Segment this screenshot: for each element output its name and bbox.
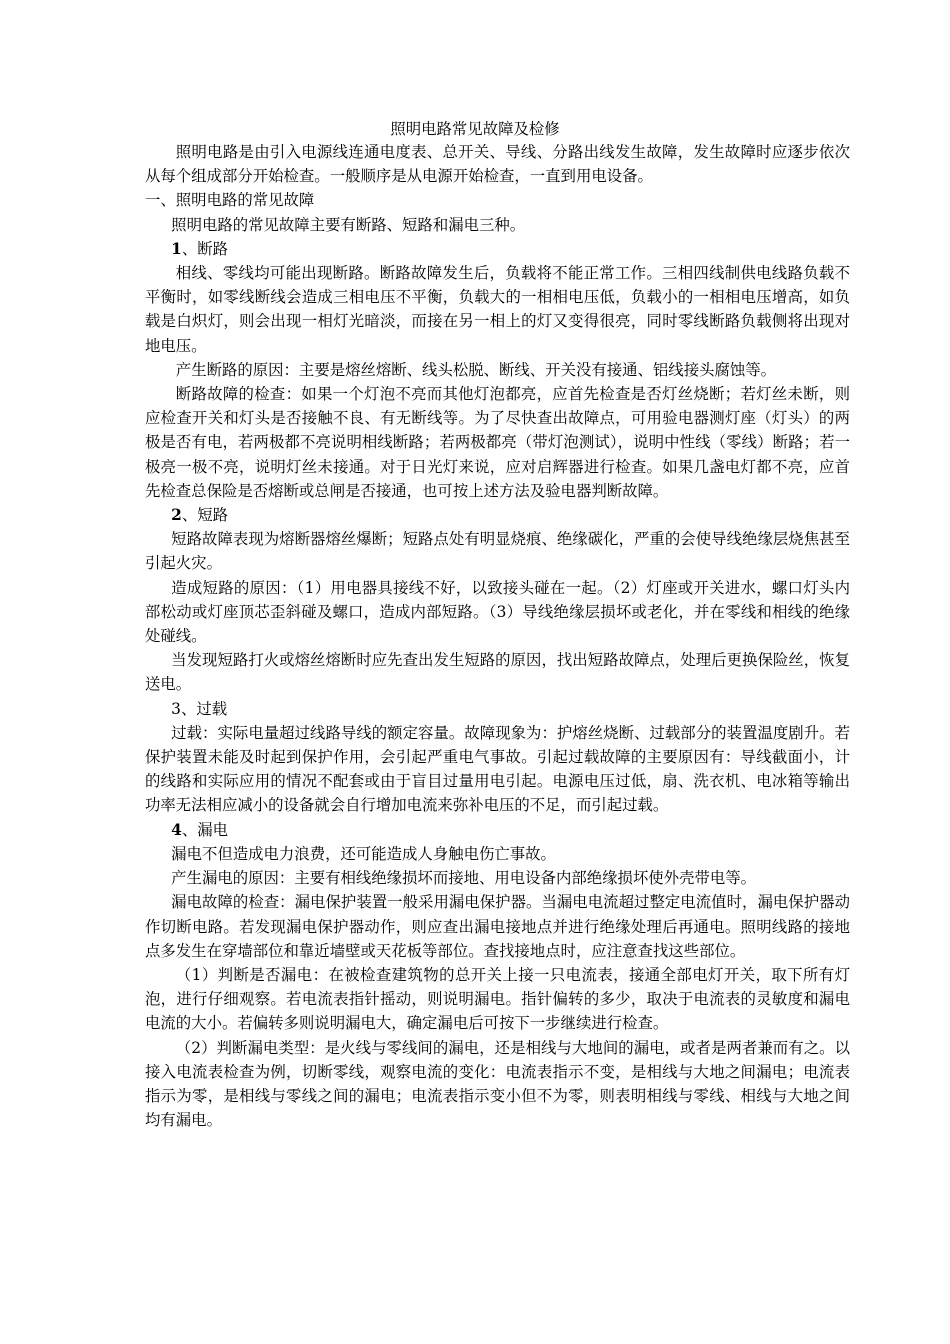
document-body	[145, 140, 850, 1132]
subheading-leakage	[145, 818, 850, 842]
subheading-label: 、短路	[181, 506, 229, 525]
leakage-paragraph-1: 漏电不但造成电力浪费，还可能造成人身触电伤亡事故。	[171, 844, 556, 863]
subheading-number: 4	[171, 820, 182, 839]
subheading-label: 、漏电	[181, 820, 229, 839]
subheading-open-circuit	[145, 237, 850, 261]
open-circuit-causes: 产生断路的原因：主要是熔丝熔断、线头松脱、断线、开关没有接通、铝线接头腐蚀等。	[175, 360, 777, 379]
intro-paragraph: 照明电路是由引入电源线连通电度表、总开关、导线、分路出线发生故障，发生故障时应逐步依次从每个组成部分开始检查。一般顺序是从电源开始检查，一直到用电设备。	[145, 143, 850, 186]
open-circuit-inspection: 断路故障的检查：如果一个灯泡不亮而其他灯泡都亮，应首先检查是否灯丝烧断；若灯丝未断，则应检查开关和灯头是否接触不良、有无断线等。为了尽快查出故障点，可用验电器测灯座（灯头）的两极是否有电，若两极都不亮说明相线断路；若两极都亮（带灯泡测试），说明中性线（零线）断路；若一极亮一极不亮，说明灯丝未接通。对于日光灯来说，应对启辉器进行检查。如果几盏电灯都不亮，应首先检查总保险是否熔断或总闸是否接通，也可按上述方法及验电器判断故障。	[145, 385, 850, 500]
document-title: 照明电路常见故障及检修	[390, 120, 560, 138]
section-summary: 照明电路的常见故障主要有断路、短路和漏电三种。	[171, 215, 526, 234]
leakage-causes: 产生漏电的原因：主要有相线绝缘损坏而接地、用电设备内部绝缘损坏使外壳带电等。	[171, 869, 757, 888]
short-circuit-paragraph-1: 短路故障表现为熔断器熔丝爆断；短路点处有明显烧痕、绝缘碳化，严重的会使导线绝缘层烧焦甚至引起火灾。	[145, 530, 850, 573]
subheading-overload: 3、过载	[171, 699, 228, 718]
leakage-inspection: 漏电故障的检查：漏电保护装置一般采用漏电保护器。当漏电电流超过整定电流值时，漏电保护器动作切断电路。若发现漏电保护器动作，则应查出漏电接地点并进行绝缘处理后再通电。照明线路的接地点多发生在穿墙部位和靠近墙壁或天花板等部位。查找接地点时，应注意查找这些部位。	[145, 893, 850, 960]
section-heading-common-faults: 一、照明电路的常见故障	[145, 191, 315, 210]
short-circuit-remedy: 当发现短路打火或熔丝熔断时应先查出发生短路的原因，找出短路故障点，处理后更换保险丝，恢复送电。	[145, 651, 850, 694]
leakage-step-2: （2）判断漏电类型：是火线与零线间的漏电，还是相线与大地间的漏电，或者是两者兼而有之。以接入电流表检查为例，切断零线，观察电流的变化：电流表指示不变，是相线与大地之间漏电；电流表指示为零，是相线与零线之间的漏电；电流表指示变小但不为零，则表明相线与零线、相线与大地之间均有漏电。	[145, 1038, 850, 1130]
subheading-label: 、断路	[181, 239, 229, 258]
subheading-short-circuit	[145, 503, 850, 527]
overload-paragraph: 过载：实际电量超过线路导线的额定容量。故障现象为：护熔丝烧断、过载部分的装置温度剧升。若保护装置未能及时起到保护作用，会引起严重电气事故。引起过载故障的主要原因有：导线截面小，计的线路和实际应用的情况不配套或由于盲目过量用电引起。电源电压过低，扇、洗衣机、电冰箱等输出功率无法相应减小的设备就会自行增加电流来弥补电压的不足，而引起过载。	[145, 723, 850, 815]
short-circuit-causes: 造成短路的原因：（1）用电器具接线不好，以致接头碰在一起。（2）灯座或开关进水，螺口灯头内部松动或灯座顶芯歪斜碰及螺口，造成内部短路。（3）导线绝缘层损坏或老化，并在零线和相线的绝缘处碰线。	[145, 578, 850, 646]
leakage-step-1: （1）判断是否漏电：在被检查建筑物的总开关上接一只电流表，接通全部电灯开关，取下所有灯泡，进行仔细观察。若电流表指针摇动，则说明漏电。指针偏转的多少，取决于电流表的灵敏度和漏电电流的大小。若偏转多则说明漏电大，确定漏电后可按下一步继续进行检查。	[145, 965, 850, 1033]
open-circuit-paragraph-1: 相线、零线均可能出现断路。断路故障发生后，负载将不能正常工作。三相四线制供电线路负载不平衡时，如零线断线会造成三相电压不平衡，负载大的一相相电压低，负载小的一相相电压增高，如负载是白炽灯，则会出现一相灯光暗淡，而接在另一相上的灯又变得很亮，同时零线断路负载侧将出现对地电压。	[145, 264, 850, 355]
subheading-number: 1	[171, 239, 182, 258]
subheading-number: 2	[171, 506, 182, 525]
